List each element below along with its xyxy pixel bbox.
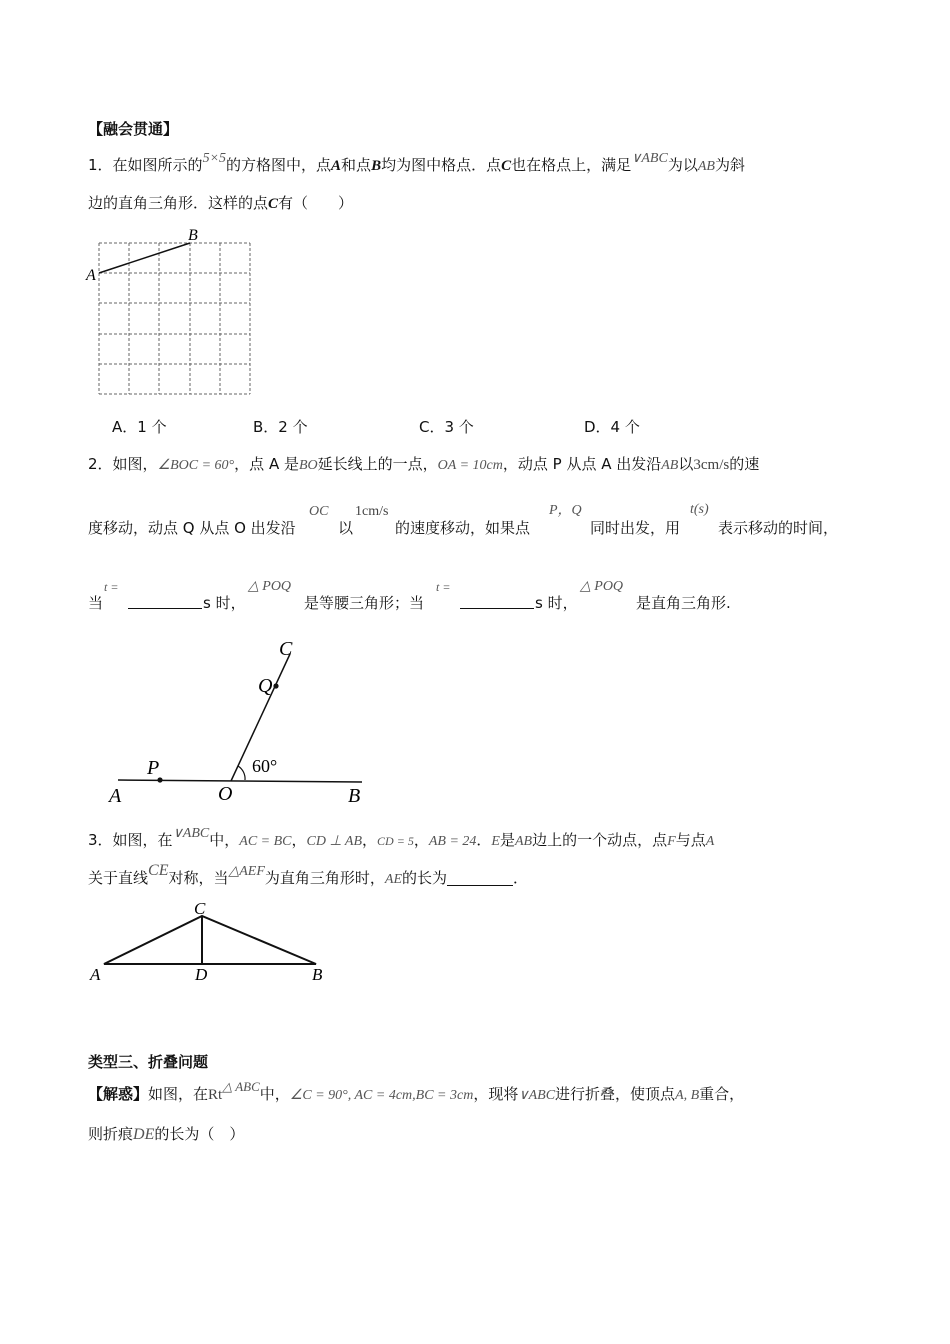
q2-text: 是直角三角形. bbox=[636, 594, 731, 612]
type3-tag: 【解惑】 bbox=[88, 1085, 149, 1103]
q2-label-a: A bbox=[109, 785, 122, 807]
q3-label-b: B bbox=[312, 965, 323, 984]
q1-grid-size: 5×5 bbox=[202, 151, 227, 166]
q2-speed: 3cm/s bbox=[693, 457, 730, 473]
q3-segment: AE bbox=[384, 872, 403, 887]
q1-text: 的方格图中，点 bbox=[226, 156, 332, 174]
q3-label-c: C bbox=[194, 899, 206, 918]
q2-angle: ∠BOC = 60° bbox=[157, 458, 235, 473]
type3-rt: Rt bbox=[208, 1087, 223, 1103]
q1-option-c[interactable]: C．3 个 bbox=[419, 418, 474, 436]
q2-line2 bbox=[88, 517, 296, 538]
q3-text: ， bbox=[413, 831, 429, 849]
q3-point: F bbox=[667, 834, 676, 849]
q2-figure bbox=[104, 630, 374, 810]
q2-label-p: P bbox=[147, 757, 160, 779]
q3-text: 关于直线 bbox=[88, 869, 149, 887]
q3-text: 中， bbox=[209, 831, 240, 849]
q2-text: 以 bbox=[338, 519, 354, 537]
q3-text: 边上的一个动点，点 bbox=[532, 831, 668, 849]
q2-text: 度移动，动点 Q 从点 O 出发沿 bbox=[88, 519, 296, 537]
q2-length: OA = 10cm bbox=[437, 458, 503, 473]
q3-text: ， bbox=[291, 831, 307, 849]
q1-point: C bbox=[501, 158, 512, 174]
q3-text: ， bbox=[362, 831, 378, 849]
q2-points-pq: P，Q bbox=[549, 503, 582, 518]
type3-text: 中， bbox=[259, 1085, 290, 1103]
q2-time-var: t(s) bbox=[690, 502, 709, 517]
q3-answer-blank[interactable] bbox=[447, 869, 513, 886]
q2-text: 当 bbox=[88, 594, 104, 612]
q2-angle-arc bbox=[238, 766, 245, 780]
q3-number: 3． bbox=[88, 831, 113, 849]
q2-triangle: △ POQ bbox=[580, 579, 624, 594]
q3-text: ． bbox=[476, 831, 492, 849]
q1-triangle: ∨ABC bbox=[631, 151, 668, 166]
q3-condition: AB = 24 bbox=[428, 834, 477, 849]
q3-triangle-abc bbox=[104, 916, 316, 964]
q1-line2 bbox=[88, 192, 353, 213]
q2-line-ab bbox=[118, 780, 362, 782]
q3-text: 如图，在 bbox=[112, 831, 173, 849]
q2-speed-q: 1cm/s bbox=[355, 504, 389, 519]
q2-text: 如图， bbox=[112, 455, 158, 473]
type3-text: 如图，在 bbox=[148, 1085, 209, 1103]
type3-triangle: △ ABC bbox=[222, 1079, 260, 1094]
q2-text: 延长线上的一点， bbox=[317, 455, 438, 473]
q1-text: 均为图中格点．点 bbox=[381, 156, 502, 174]
q2-text: s 时， bbox=[203, 594, 246, 612]
q3-line1 bbox=[88, 826, 715, 850]
q2-ray-oc: OC bbox=[309, 504, 329, 519]
q1-number: 1． bbox=[88, 156, 113, 174]
q1-text: 也在格点上，满足 bbox=[511, 156, 632, 174]
q3-condition: CD = 5 bbox=[377, 834, 414, 848]
q1-text: 在如图所示的 bbox=[112, 156, 203, 174]
q2-t-equals: t = bbox=[436, 580, 451, 594]
q2-label-b: B bbox=[348, 785, 361, 807]
q2-answer-blank-2[interactable] bbox=[460, 592, 534, 609]
q3-text: 与点 bbox=[675, 831, 706, 849]
q1-label-b: B bbox=[188, 227, 198, 244]
q3-label-d: D bbox=[195, 965, 208, 984]
q2-triangle: △ POQ bbox=[248, 579, 292, 594]
q1-segment: AB bbox=[697, 159, 715, 174]
q3-condition: CD ⊥ AB bbox=[306, 834, 363, 849]
q1-text: 边的直角三角形．这样的点 bbox=[88, 194, 269, 212]
q3-text: 是 bbox=[499, 831, 515, 849]
type3-crease: DE bbox=[133, 1126, 155, 1143]
q2-text: 同时出发，用 bbox=[590, 519, 681, 537]
q2-label-c: C bbox=[279, 638, 293, 660]
type3-text: ，现将 bbox=[473, 1085, 519, 1103]
q1-label-a: A bbox=[86, 267, 96, 284]
q1-text: 为以 bbox=[667, 156, 698, 174]
q3-label-a: A bbox=[90, 965, 101, 984]
q3-triangle: △AEF bbox=[228, 864, 265, 879]
q1-grid-figure bbox=[84, 226, 264, 396]
q2-line1 bbox=[88, 453, 759, 474]
q3-line2 bbox=[88, 862, 529, 888]
q1-point: B bbox=[371, 158, 382, 174]
q2-text: 是等腰三角形；当 bbox=[304, 594, 425, 612]
q3-text: 的长为 bbox=[402, 869, 448, 887]
q3-segment: AB bbox=[515, 834, 533, 849]
q3-point: E bbox=[491, 834, 500, 849]
q2-text: ，点 A 是 bbox=[234, 455, 299, 473]
type3-text: 的长为（ ） bbox=[154, 1125, 245, 1143]
q1-option-a[interactable]: A．1 个 bbox=[112, 418, 167, 436]
q3-text: 为直角三角形时， bbox=[264, 869, 385, 887]
q3-triangle: ∨ABC bbox=[172, 826, 210, 841]
q3-point: A bbox=[705, 834, 715, 849]
type3-triangle: ∨ABC bbox=[518, 1088, 556, 1103]
q3-text: ． bbox=[513, 869, 529, 887]
q2-text: 以 bbox=[678, 455, 694, 473]
q2-text: 的速 bbox=[729, 455, 760, 473]
q2-segment: AB bbox=[661, 458, 679, 473]
q1-segment-ab bbox=[99, 243, 190, 273]
q2-label-q: Q bbox=[258, 675, 273, 697]
q2-text: s 时， bbox=[535, 594, 578, 612]
q1-text: 为斜 bbox=[714, 156, 745, 174]
type3-text: 则折痕 bbox=[88, 1125, 134, 1143]
type3-line2 bbox=[88, 1123, 244, 1144]
q2-angle-label: 60° bbox=[252, 756, 278, 776]
q3-figure bbox=[88, 898, 338, 988]
q1-text: 和点 bbox=[341, 156, 372, 174]
q2-t-equals: t = bbox=[104, 580, 119, 594]
q1-line1 bbox=[88, 151, 745, 175]
q1-point: C bbox=[268, 196, 279, 212]
q2-text: ，动点 P 从点 A 出发沿 bbox=[502, 455, 662, 473]
q3-text: 对称，当 bbox=[168, 869, 229, 887]
q2-answer-blank-1[interactable] bbox=[128, 592, 202, 609]
q2-ray: BO bbox=[298, 458, 318, 473]
type3-points: A, B bbox=[675, 1088, 700, 1103]
type3-text: 进行折叠，使顶点 bbox=[555, 1085, 676, 1103]
type3-condition: ∠C = 90°, AC = 4cm,BC = 3cm bbox=[289, 1088, 474, 1103]
section-heading: 【融会贯通】 bbox=[88, 120, 179, 138]
q2-label-o: O bbox=[218, 783, 233, 805]
q1-text: 有（ ） bbox=[278, 194, 354, 212]
type3-heading: 类型三、折叠问题 bbox=[88, 1053, 209, 1071]
q2-text: 表示移动的时间， bbox=[718, 519, 839, 537]
type3-text: 重合， bbox=[699, 1085, 745, 1103]
q1-option-d[interactable]: D．4 个 bbox=[584, 418, 640, 436]
q3-condition: AC = BC bbox=[239, 834, 292, 849]
q1-option-b[interactable]: B．2 个 bbox=[253, 418, 308, 436]
q2-point-q-dot bbox=[273, 683, 278, 688]
q2-number: 2． bbox=[88, 455, 113, 473]
type3-line1 bbox=[88, 1079, 745, 1104]
q1-point: A bbox=[331, 158, 342, 174]
q3-line-ce: CE bbox=[148, 862, 169, 879]
q2-text: 的速度移动，如果点 bbox=[395, 519, 531, 537]
